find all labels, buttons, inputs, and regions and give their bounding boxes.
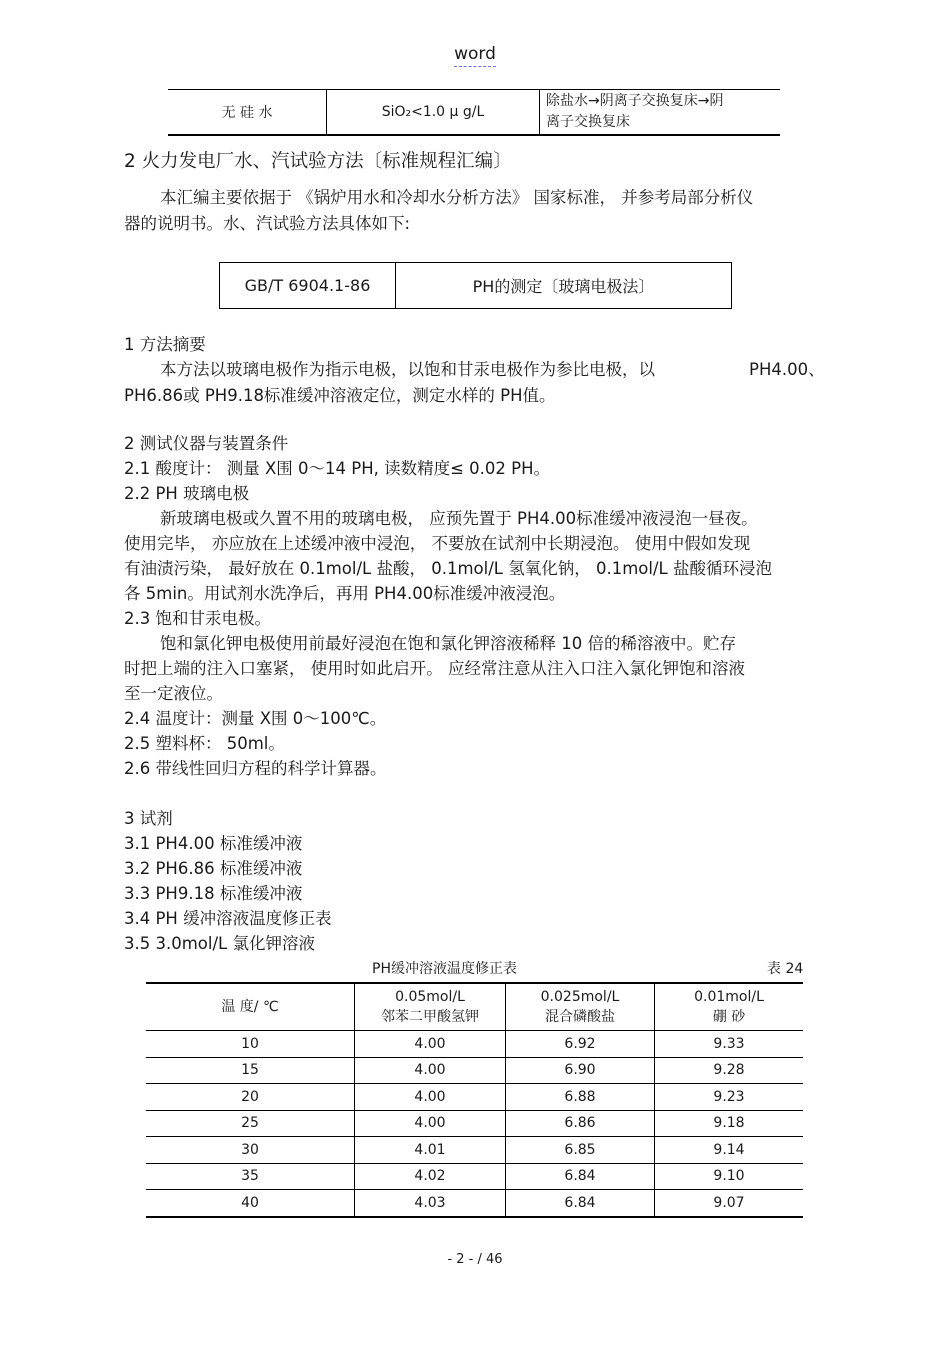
table-row bbox=[146, 1057, 803, 1084]
cell: 25 bbox=[146, 1110, 355, 1137]
col-header-temperature: 温 度/ ℃ bbox=[146, 983, 355, 1031]
intro-line2: 器的说明书。水、汽试验方法具体如下: bbox=[124, 214, 411, 233]
s2-5: 2.5 塑料杯： 50ml。 bbox=[124, 734, 285, 753]
page-number: - 2 - / 46 bbox=[447, 1252, 503, 1267]
cell: 4.03 bbox=[355, 1190, 506, 1217]
s2-2-p1: 新玻璃电极或久置不用的玻璃电极， 应预先置于 PH4.00标准缓冲液浸泡一昼夜。 bbox=[160, 509, 758, 528]
col-header-phthalate: 0.05mol/L 邻苯二甲酸氢钾 bbox=[355, 983, 506, 1031]
top-table-name: 无 硅 水 bbox=[221, 105, 273, 121]
s2-2-p3: 有油渍污染， 最好放在 0.1mol/L 盐酸， 0.1mol/L 氢氧化钠， 0.1mol/L 盐酸循环浸泡 bbox=[124, 559, 772, 578]
cell: 15 bbox=[146, 1057, 355, 1084]
top-table bbox=[168, 89, 780, 136]
cell: 9.23 bbox=[655, 1084, 804, 1111]
s2-4: 2.4 温度计：测量 X围 0～100℃。 bbox=[124, 709, 387, 728]
cell: 4.00 bbox=[355, 1031, 506, 1058]
cell: 20 bbox=[146, 1084, 355, 1111]
standard-box bbox=[219, 262, 732, 309]
cell: 4.02 bbox=[355, 1163, 506, 1190]
intro-line1: 本汇编主要依据于 《锅炉用水和冷却水分析方法》 国家标准， 并参考局部分析仪 bbox=[160, 188, 754, 207]
table-row bbox=[146, 1031, 803, 1058]
s1-p1-end: PH4.00、 bbox=[749, 360, 825, 379]
s1-p2: PH6.86或 PH9.18标准缓冲溶液定位，测定水样的 PH值。 bbox=[124, 386, 556, 405]
s1-p1: 本方法以玻璃电极作为指示电极，以饱和甘汞电极作为参比电极，以 bbox=[160, 360, 655, 379]
cell: 6.84 bbox=[506, 1163, 655, 1190]
cell: 4.00 bbox=[355, 1057, 506, 1084]
cell: 30 bbox=[146, 1137, 355, 1164]
s2-2-p4: 各 5min。用试剂水洗净后，再用 PH4.00标准缓冲液浸泡。 bbox=[124, 584, 566, 603]
cell: 40 bbox=[241, 1194, 259, 1211]
s3-3: 3.3 PH9.18 标准缓冲液 bbox=[124, 884, 303, 903]
ph-correction-table bbox=[146, 982, 803, 1218]
cell: 9.28 bbox=[655, 1057, 804, 1084]
s2-2-p2: 使用完毕， 亦应放在上述缓冲液中浸泡， 不要放在试剂中长期浸泡。 使用中假如发现 bbox=[124, 534, 751, 553]
cell: 6.88 bbox=[506, 1084, 655, 1111]
cell: 6.86 bbox=[506, 1110, 655, 1137]
cell: 9.10 bbox=[655, 1163, 804, 1190]
s3-4: 3.4 PH 缓冲溶液温度修正表 bbox=[124, 909, 332, 928]
table-number: 表 24 bbox=[767, 961, 804, 977]
s3-5: 3.5 3.0mol/L 氯化钾溶液 bbox=[124, 934, 315, 953]
cell: 9.33 bbox=[655, 1031, 804, 1058]
cell: 6.84 bbox=[506, 1190, 655, 1217]
standard-code: GB/T 6904.1-86 bbox=[244, 276, 371, 295]
col-header-phosphate: 0.025mol/L 混合磷酸盐 bbox=[506, 983, 655, 1031]
s2-3-p2: 时把上端的注入口塞紧， 使用时如此启开。 应经常注意从注入口注入氯化钾饱和溶液 bbox=[124, 659, 745, 678]
table-row bbox=[146, 1163, 803, 1190]
table-caption: PH缓冲溶液温度修正表 bbox=[372, 961, 517, 977]
s2-3: 2.3 饱和甘汞电极。 bbox=[124, 609, 271, 628]
cell: 4.01 bbox=[355, 1137, 506, 1164]
table-row bbox=[146, 1084, 803, 1111]
s1-title: 1 方法摘要 bbox=[124, 335, 206, 354]
page-header: word bbox=[0, 44, 950, 64]
section-title: 2 火力发电厂水、汽试验方法〔标准规程汇编〕 bbox=[124, 151, 512, 172]
s2-3-p1: 饱和氯化钾电极使用前最好浸泡在饱和氯化钾溶液稀释 10 倍的稀溶液中。贮存 bbox=[160, 634, 736, 653]
col-header-borax: 0.01mol/L 硼 砂 bbox=[655, 983, 804, 1031]
table-row bbox=[146, 1137, 803, 1164]
s3-1: 3.1 PH4.00 标准缓冲液 bbox=[124, 834, 303, 853]
cell: 9.07 bbox=[655, 1190, 804, 1217]
table-header-row bbox=[146, 983, 803, 1031]
cell: 35 bbox=[146, 1163, 355, 1190]
s2-title: 2 测试仪器与装置条件 bbox=[124, 434, 289, 453]
cell: 4.00 bbox=[355, 1084, 506, 1111]
s3-title: 3 试剂 bbox=[124, 809, 173, 828]
cell: 4.00 bbox=[355, 1110, 506, 1137]
cell: 6.85 bbox=[506, 1137, 655, 1164]
cell: 9.18 bbox=[655, 1110, 804, 1137]
s2-2: 2.2 PH 玻璃电极 bbox=[124, 484, 250, 503]
top-table-value: SiO₂<1.0 μ g/L bbox=[327, 90, 540, 136]
s3-2: 3.2 PH6.86 标准缓冲液 bbox=[124, 859, 303, 878]
table-row bbox=[146, 1110, 803, 1137]
s2-1: 2.1 酸度计： 测量 X围 0～14 PH, 读数精度≤ 0.02 PH。 bbox=[124, 459, 551, 478]
cell: 10 bbox=[146, 1031, 355, 1058]
s2-3-p3: 至一定液位。 bbox=[124, 684, 223, 703]
cell: 9.14 bbox=[655, 1137, 804, 1164]
top-table-process: 除盐水→阴离子交换复床→阴 离子交换复床 bbox=[540, 90, 781, 136]
cell: 6.90 bbox=[506, 1057, 655, 1084]
table-row bbox=[146, 1190, 803, 1217]
cell: 6.92 bbox=[506, 1031, 655, 1058]
standard-title: PH的测定〔玻璃电极法〕 bbox=[396, 263, 732, 309]
s2-6: 2.6 带线性回归方程的科学计算器。 bbox=[124, 759, 387, 778]
